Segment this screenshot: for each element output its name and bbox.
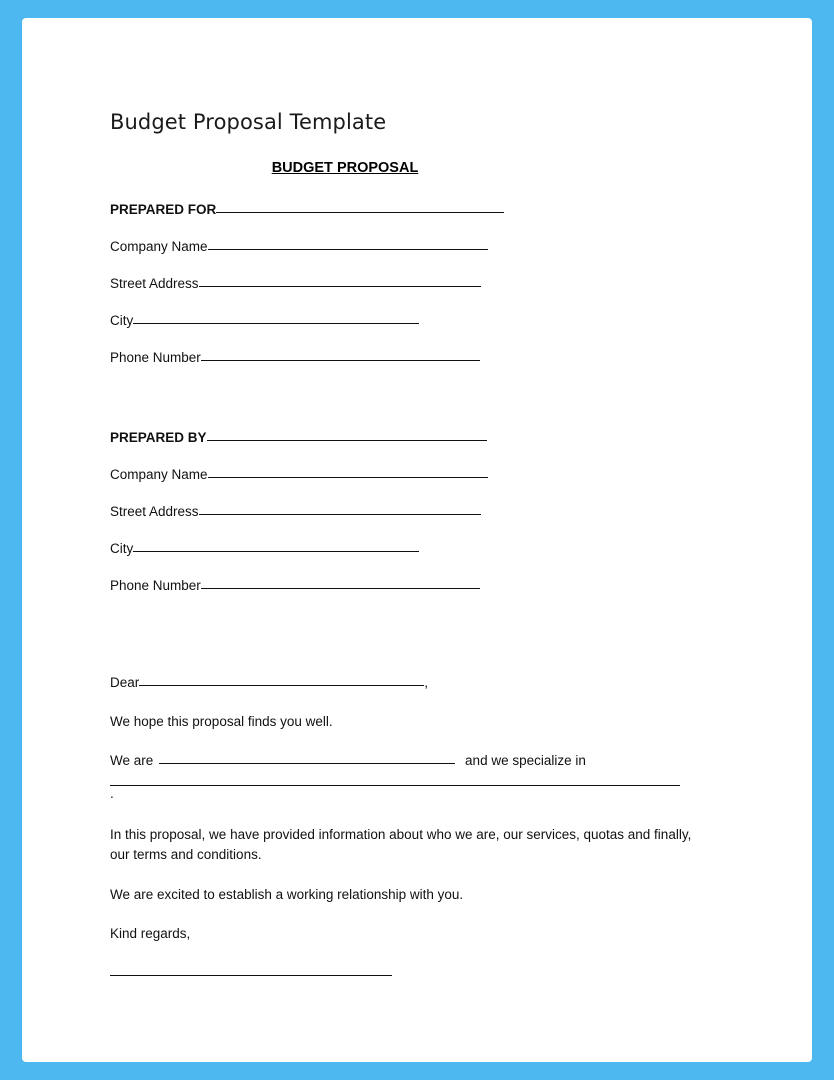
document-heading: BUDGET PROPOSAL xyxy=(271,160,419,176)
field-we-are xyxy=(110,753,730,803)
input-prepared-for[interactable] xyxy=(216,212,504,213)
letter-sign-off: Kind regards, xyxy=(110,926,191,942)
input-by-street-address[interactable] xyxy=(199,514,481,515)
document-body xyxy=(110,110,730,976)
field-by-phone-number xyxy=(110,578,730,595)
field-label-for-street-address: Street Address xyxy=(110,275,199,291)
field-for-street-address xyxy=(110,276,730,293)
input-by-city[interactable] xyxy=(133,551,419,552)
field-label-prepared-by: PREPARED BY xyxy=(110,430,207,446)
field-label-prepared-for: PREPARED FOR xyxy=(110,202,217,217)
input-for-phone-number[interactable] xyxy=(201,360,480,361)
input-prepared-by[interactable] xyxy=(207,440,487,441)
salutation-comma: , xyxy=(424,674,429,690)
field-by-city xyxy=(110,541,730,558)
page-title: Budget Proposal Template xyxy=(110,110,387,134)
letter-spacer xyxy=(110,615,730,675)
field-by-street-address xyxy=(110,504,730,521)
input-signature[interactable] xyxy=(110,975,392,976)
field-label-we-are: We are xyxy=(110,753,154,769)
section-spacer xyxy=(110,386,730,430)
field-for-company-name xyxy=(110,239,730,256)
field-label-by-city: City xyxy=(110,541,134,556)
input-salutation[interactable] xyxy=(139,685,424,686)
field-prepared-for xyxy=(110,202,730,219)
field-for-phone-number xyxy=(110,350,730,367)
field-prepared-by xyxy=(110,430,730,447)
input-by-company-name[interactable] xyxy=(208,477,488,478)
field-label-by-street-address: Street Address xyxy=(110,504,199,520)
field-by-company-name xyxy=(110,467,730,484)
field-label-salutation: Dear xyxy=(110,674,140,690)
letter-line-greeting: We hope this proposal finds you well. xyxy=(110,713,333,729)
letter-paragraph-overview: In this proposal, we have provided information about who we are, our services, quotas and finally, our terms and conditions. xyxy=(110,826,692,863)
input-for-street-address[interactable] xyxy=(199,286,481,287)
input-for-company-name[interactable] xyxy=(208,249,488,250)
field-label-by-phone-number: Phone Number xyxy=(110,577,201,593)
field-label-for-phone-number: Phone Number xyxy=(110,349,201,365)
field-for-city xyxy=(110,313,730,330)
input-by-phone-number[interactable] xyxy=(201,588,480,589)
specialize-period: . xyxy=(110,786,114,802)
input-we-are[interactable] xyxy=(159,763,455,764)
document-page xyxy=(22,18,812,1062)
field-label-specialize: and we specialize in xyxy=(465,753,586,769)
input-specialize[interactable] xyxy=(110,772,680,786)
input-for-city[interactable] xyxy=(133,323,419,324)
letter-line-closing: We are excited to establish a working relationship with you. xyxy=(110,886,464,902)
field-label-for-city: City xyxy=(110,312,134,328)
field-label-by-company-name: Company Name xyxy=(110,467,208,483)
field-salutation xyxy=(110,675,730,692)
field-label-for-company-name: Company Name xyxy=(110,238,208,254)
